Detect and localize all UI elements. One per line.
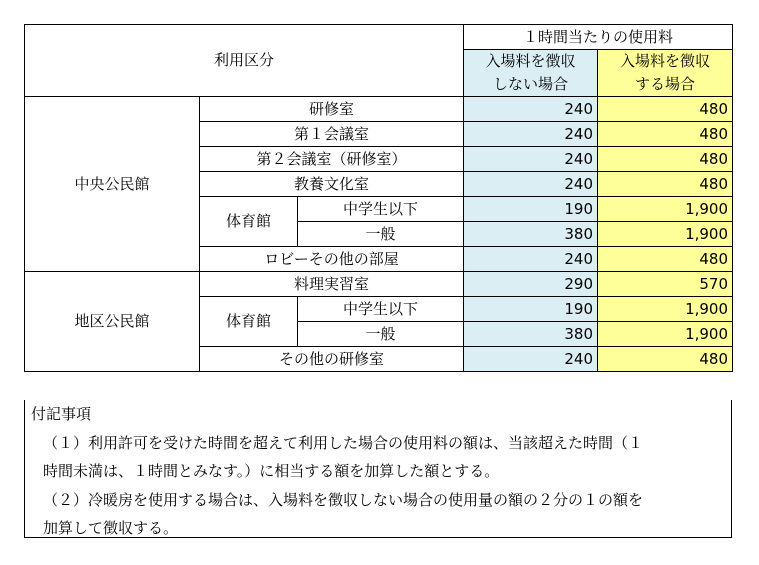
note-item-2 bbox=[31, 486, 725, 543]
fee-admission: 1,900 bbox=[598, 322, 733, 347]
note-line: 加算して徴収する。 bbox=[43, 519, 179, 537]
room-label: 第１会議室 bbox=[200, 122, 464, 147]
gym-label: 体育館 bbox=[200, 197, 298, 247]
fee-no-admission: 240 bbox=[464, 147, 598, 172]
room-label: 第２会議室（研修室） bbox=[200, 147, 464, 172]
gym-sub-label: 中学生以下 bbox=[298, 297, 464, 322]
fee-admission: 480 bbox=[598, 347, 733, 372]
admission-header-line2: する場合 bbox=[635, 75, 696, 93]
fee-no-admission: 240 bbox=[464, 247, 598, 272]
no-admission-header-line1: 入場料を徴収 bbox=[485, 52, 576, 70]
no-admission-header bbox=[464, 50, 598, 97]
note-line: （２）冷暖房を使用する場合は、入場料を徴収しない場合の使用量の額の２分の１の額を bbox=[43, 490, 644, 509]
fee-admission: 1,900 bbox=[598, 297, 733, 322]
fee-no-admission: 240 bbox=[464, 97, 598, 122]
district-hall-label: 地区公民館 bbox=[25, 272, 200, 372]
fee-admission: 480 bbox=[598, 147, 733, 172]
room-label: その他の研修室 bbox=[200, 347, 464, 372]
notes-title: 付記事項 bbox=[31, 405, 92, 423]
note-item-1 bbox=[31, 429, 725, 486]
fee-no-admission: 240 bbox=[464, 122, 598, 147]
note-line: （１）利用許可を受けた時間を超えて利用した場合の使用料の額は、当該超えた時間（１ bbox=[43, 433, 644, 452]
fee-admission: 1,900 bbox=[598, 222, 733, 247]
no-admission-header-line2: しない場合 bbox=[493, 75, 569, 93]
category-header: 利用区分 bbox=[25, 25, 464, 97]
central-hall-label: 中央公民館 bbox=[25, 97, 200, 272]
note-line: 時間未満は、１時間とみなす。）に相当する額を加算した額とする。 bbox=[43, 462, 500, 480]
gym-label: 体育館 bbox=[200, 297, 298, 347]
fee-admission: 480 bbox=[598, 97, 733, 122]
room-label: 研修室 bbox=[200, 97, 464, 122]
notes-section bbox=[24, 400, 732, 538]
table-row bbox=[25, 97, 733, 122]
fee-admission: 480 bbox=[598, 247, 733, 272]
gym-sub-label: 中学生以下 bbox=[298, 197, 464, 222]
fee-no-admission: 240 bbox=[464, 172, 598, 197]
fee-no-admission: 290 bbox=[464, 272, 598, 297]
fee-admission: 480 bbox=[598, 122, 733, 147]
fee-no-admission: 240 bbox=[464, 347, 598, 372]
admission-header bbox=[598, 50, 733, 97]
fee-no-admission: 190 bbox=[464, 297, 598, 322]
fee-no-admission: 380 bbox=[464, 222, 598, 247]
fee-admission: 1,900 bbox=[598, 197, 733, 222]
fee-table bbox=[24, 24, 733, 372]
admission-header-line1: 入場料を徴収 bbox=[620, 52, 711, 70]
room-label: 教養文化室 bbox=[200, 172, 464, 197]
fee-admission: 570 bbox=[598, 272, 733, 297]
fee-no-admission: 380 bbox=[464, 322, 598, 347]
room-label: 料理実習室 bbox=[200, 272, 464, 297]
gym-sub-label: 一般 bbox=[298, 322, 464, 347]
fee-admission: 480 bbox=[598, 172, 733, 197]
table-row bbox=[25, 272, 733, 297]
gym-sub-label: 一般 bbox=[298, 222, 464, 247]
room-label: ロビーその他の部屋 bbox=[200, 247, 464, 272]
fee-title-header: １時間当たりの使用料 bbox=[464, 25, 733, 50]
fee-no-admission: 190 bbox=[464, 197, 598, 222]
